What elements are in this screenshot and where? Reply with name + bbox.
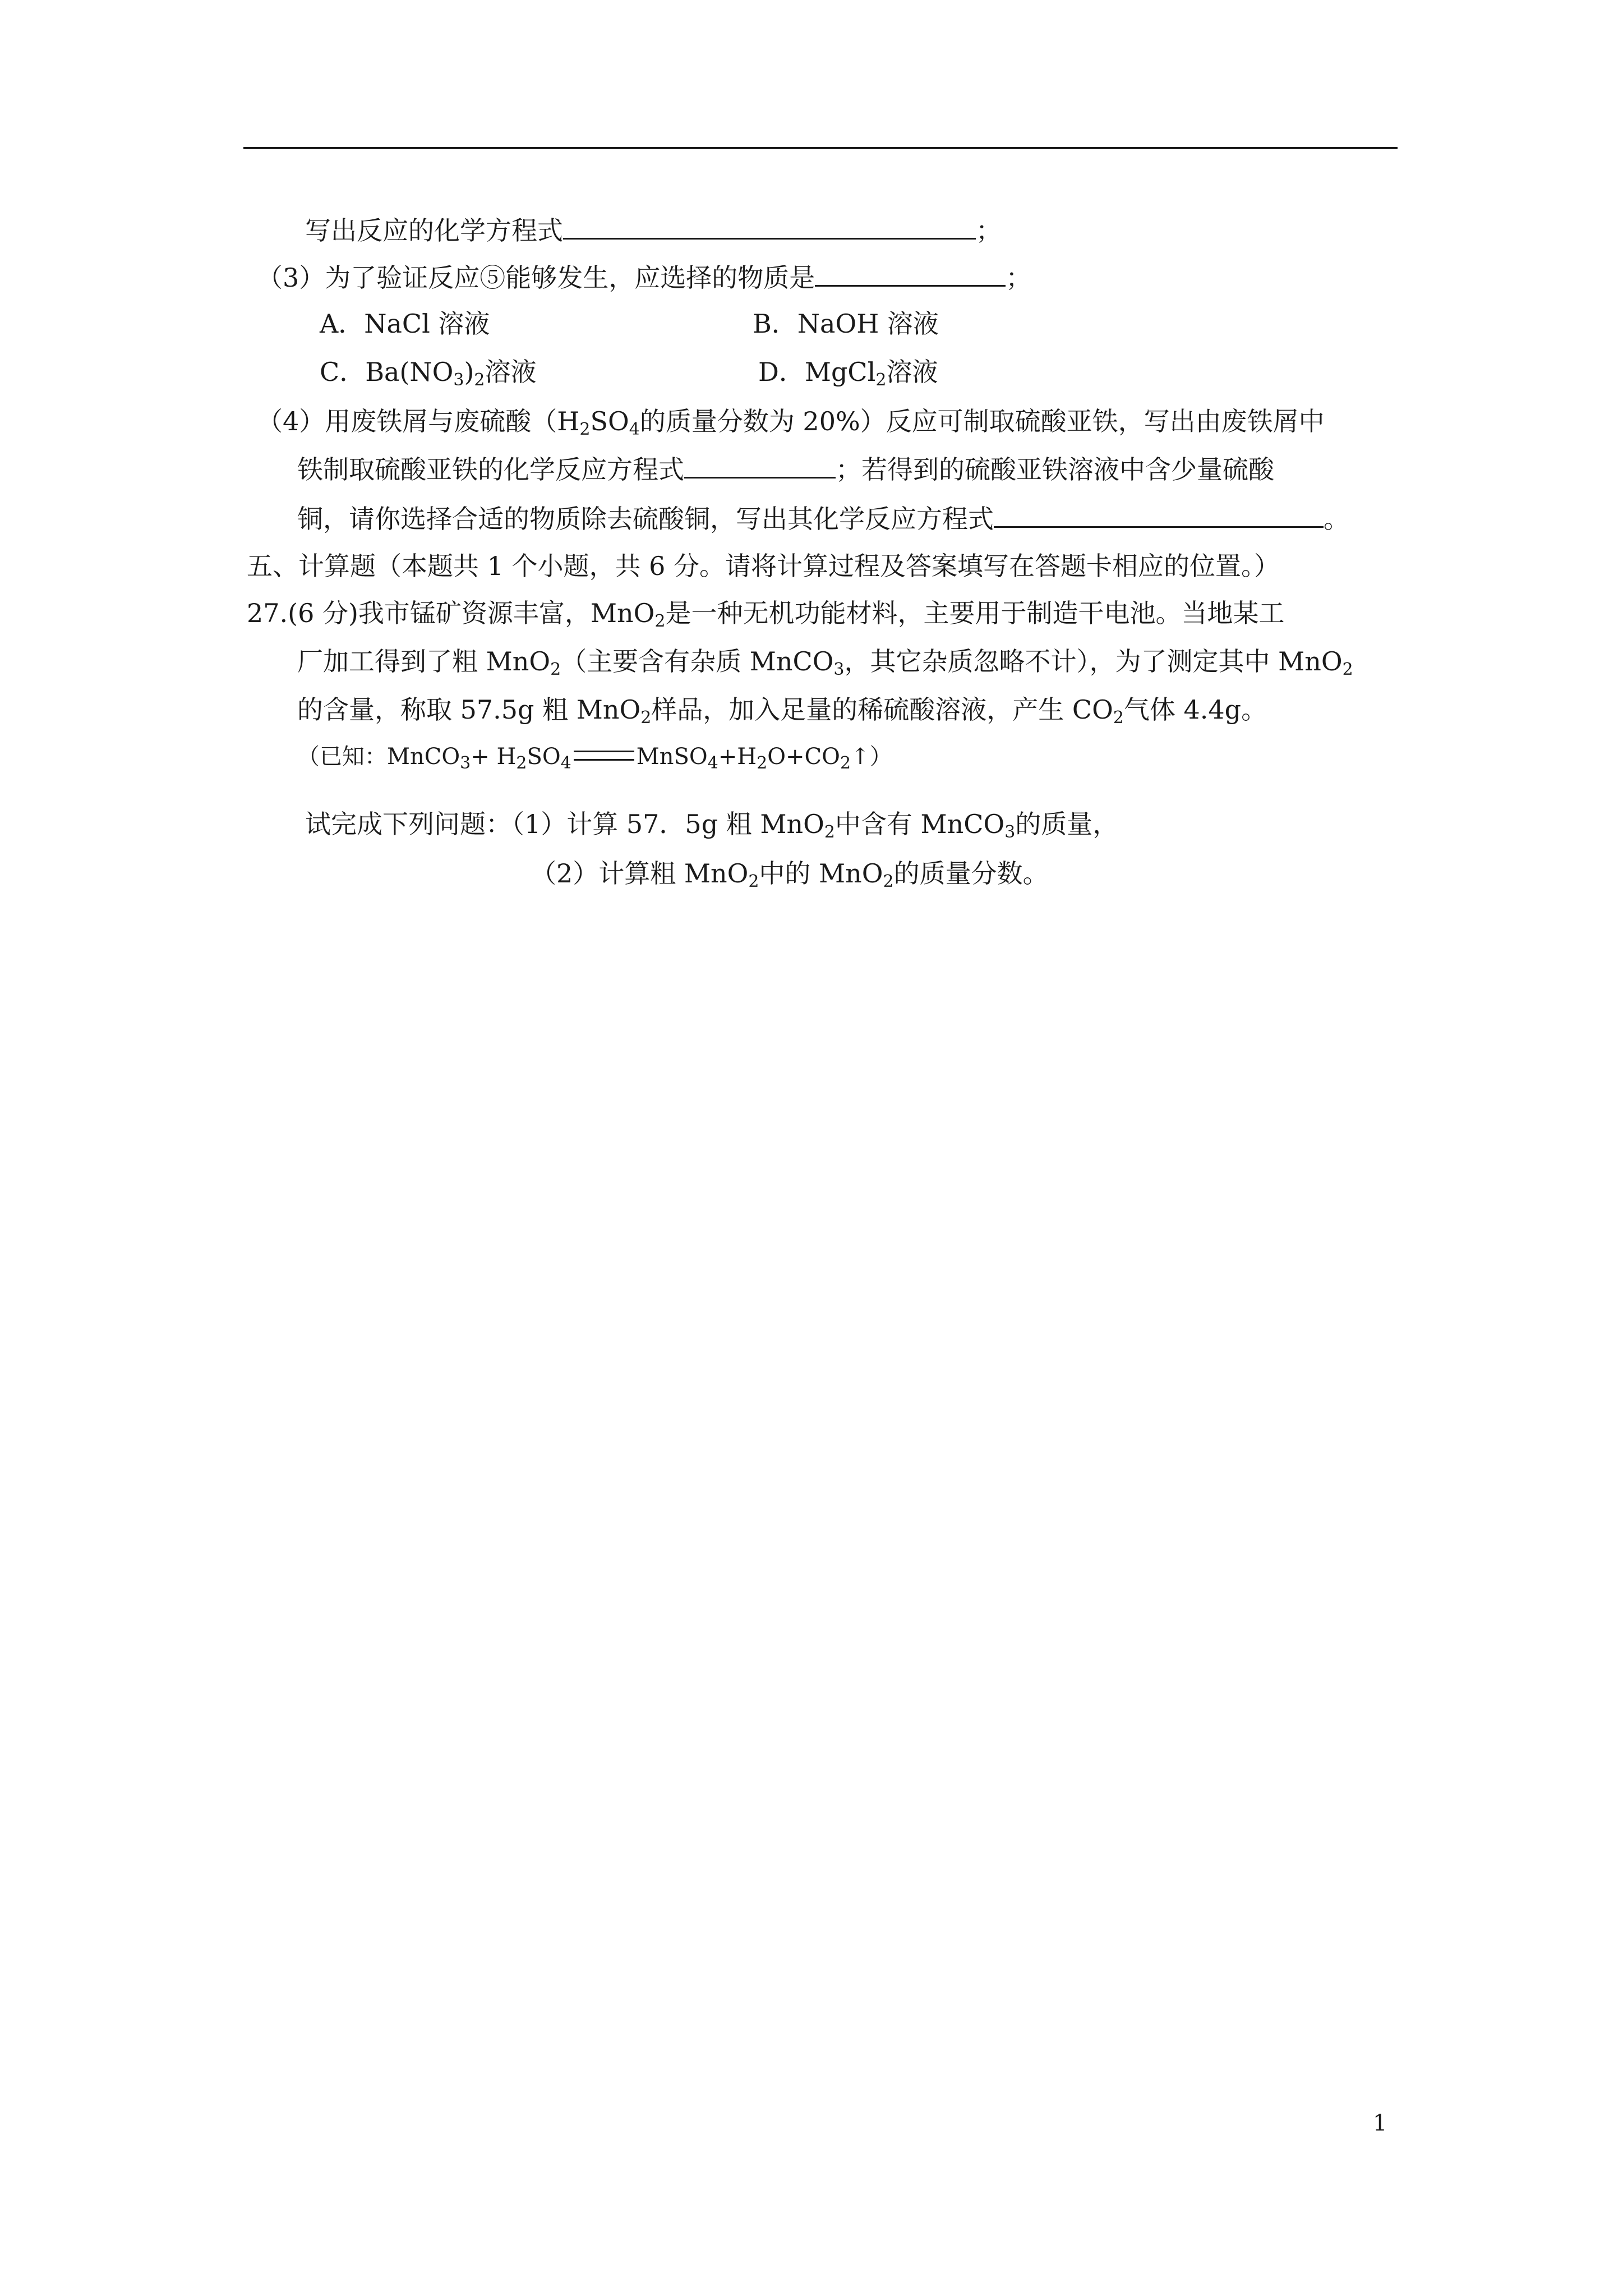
q27-line-2: 厂加工得到了粗 MnO$_2$（主要含有杂质 MnCO$_3$，其它杂质忽略不计），为了测定其中 MnO$_2$ [297, 646, 1353, 679]
option-d: D．MgCl$_2$溶液 [758, 357, 938, 390]
option-a-text: A．NaCl 溶液 [320, 309, 490, 339]
answer-blank-26-4a[interactable] [684, 451, 836, 478]
equals-sign [574, 751, 634, 761]
q26-3-prompt-line [257, 259, 1031, 295]
answer-blank-26-4b[interactable] [994, 500, 1324, 528]
q27-task-2: （2）计算粗 MnO$_2$中的 MnO$_2$的质量分数。 [531, 858, 1049, 891]
section-5-heading: 五、计算题（本题共 1 个小题，共 6 分。请将计算过程及答案填写在答题卡相应的位置。） [247, 551, 1280, 581]
option-b [753, 306, 939, 341]
q27-task-1: 试完成下列问题：（1）计算 57．5g 粗 MnO$_2$中含有 MnCO$_3$的质量， [305, 809, 1119, 842]
option-b-text: B．NaOH 溶液 [753, 309, 939, 339]
q26-3-prompt: （3）为了验证反应⑤能够发生，应选择的物质是 [257, 263, 815, 293]
option-c: C．$Ba(NO_3)_2$溶液 [320, 357, 537, 390]
answer-blank-26-2[interactable] [563, 212, 976, 240]
q26-2-semicolon: ； [976, 215, 1002, 246]
answer-blank-26-3[interactable] [815, 259, 1006, 287]
option-a [320, 306, 490, 341]
q26-4-line-3: 铜，请你选择合适的物质除去硫酸铜，写出其化学反应方程式 。 [297, 500, 1349, 536]
q26-2-text: 写出反应的化学方程式 [305, 215, 563, 246]
q27-line-1: 27.(6 分)我市锰矿资源丰富，MnO$_2$是一种无机功能材料，主要用于制造干电池。当地某工 [247, 598, 1285, 631]
page-number: 1 [1373, 2110, 1387, 2136]
q26-4-line-2: 铁制取硫酸亚铁的化学反应方程式 ；若得到的硫酸亚铁溶液中含少量硫酸 [297, 451, 1274, 487]
q27-line-3: 的含量，称取 57.5g 粗 MnO$_2$样品，加入足量的稀硫酸溶液，产生 $CO_2$气体 4.4g。 [297, 694, 1267, 728]
q26-3-semicolon: ； [1006, 263, 1032, 293]
q26-4-line-1: （4）用废铁屑与废硫酸（$H_2SO_4$的质量分数为 20%）反应可制取硫酸亚铁，写出由废铁屑中 [257, 406, 1325, 439]
q27-known-equation: （已知：MnCO$_3$+ $H_2SO_4$ $MnSO_4+H_2O+CO_2↑$） [297, 744, 892, 773]
q26-2-line [305, 212, 1002, 248]
header-rule [243, 147, 1398, 149]
